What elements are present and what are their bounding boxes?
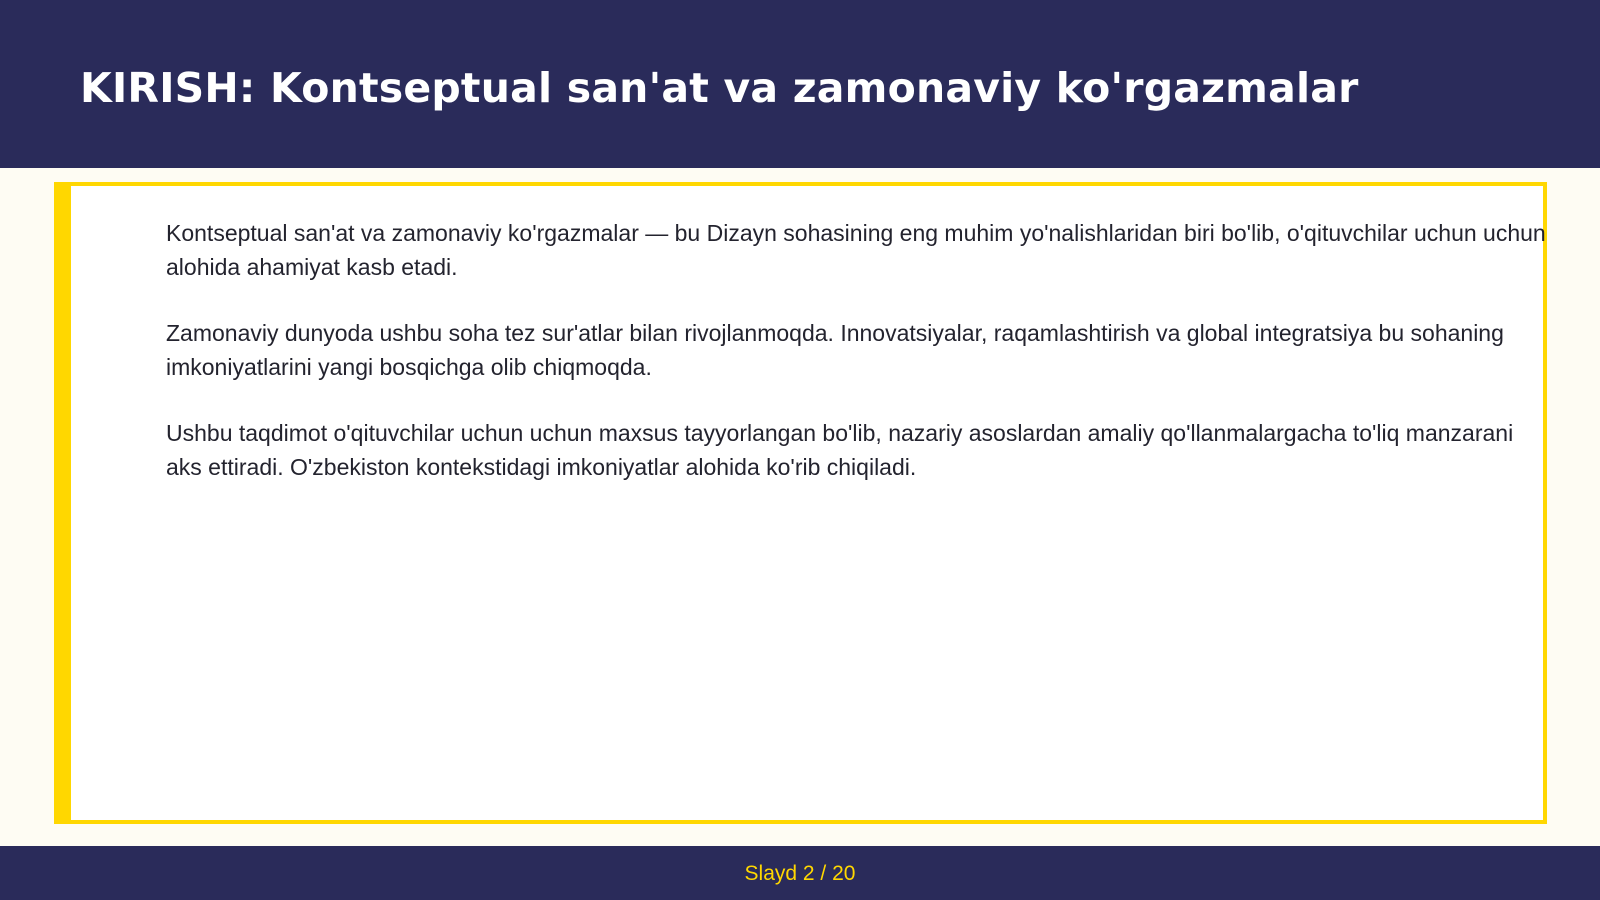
- slide-title: KIRISH: Kontseptual san'at va zamonaviy ko'rgazmalar: [80, 64, 1359, 112]
- slide-header: [0, 0, 1600, 168]
- content-paragraph: Zamonaviy dunyoda ushbu soha tez sur'atlar bilan rivojlanmoqda. Innovatsiyalar, raqamlashtirish va global integratsiya bu sohaning imkoniyatlarini yangi bosqichga olib chiqmoqda.: [166, 320, 1504, 380]
- content-card: [54, 182, 1547, 824]
- content-paragraph: Ushbu taqdimot o'qituvchilar uchun uchun maxsus tayyorlangan bo'lib, nazariy asoslardan amaliy qo'llanmalargacha to'liq manzarani aks ettiradi. O'zbekiston kontekstidagi imkoniyatlar alohida ko'rib chiqiladi.: [166, 420, 1514, 480]
- slide-counter: Slayd 2 / 20: [744, 862, 856, 885]
- content-paragraph: Kontseptual san'at va zamonaviy ko'rgazmalar — bu Dizayn sohasining eng muhim yo'nalishlaridan biri bo'lib, o'qituvchilar uchun uchun alohida ahamiyat kasb etadi.: [166, 220, 1546, 280]
- slide-footer: [0, 846, 1600, 900]
